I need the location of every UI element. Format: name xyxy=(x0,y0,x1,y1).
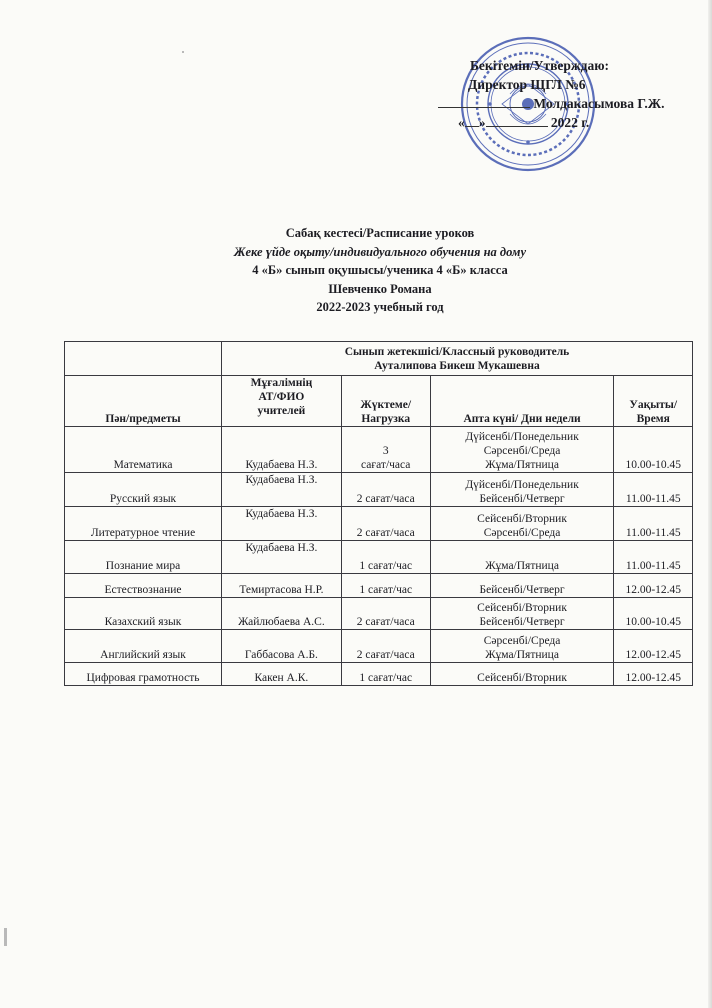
document-title xyxy=(150,224,610,317)
schedule-table xyxy=(64,341,693,686)
cell-subject: Литературное чтение xyxy=(65,507,222,541)
table-row xyxy=(65,507,693,541)
cell-days xyxy=(430,473,614,507)
approval-director-name: Молдакасымова Г.Ж. xyxy=(533,96,665,111)
table-row xyxy=(65,598,693,630)
title-line-4: Шевченко Романа xyxy=(328,281,432,296)
table-row xyxy=(65,574,693,598)
header-time-line: Уақыты/ xyxy=(629,399,678,411)
cell-load: 1 сағат/час xyxy=(341,541,430,574)
class-leader-row xyxy=(65,342,693,376)
cell-teacher: Кудабаева Н.З. xyxy=(222,507,342,541)
table-header-row xyxy=(65,376,693,427)
cell-days: Бейсенбі/Четверг xyxy=(430,574,614,598)
approval-date-line xyxy=(458,113,708,132)
empty-cell xyxy=(65,342,222,376)
cell-time: 11.00-11.45 xyxy=(614,541,693,574)
cell-time: 12.00-12.45 xyxy=(614,663,693,686)
header-teacher-line: Мұғалімнің xyxy=(250,377,313,389)
cell-load: 2 сағат/часа xyxy=(341,598,430,630)
header-load-line: Нагрузка xyxy=(361,413,411,425)
cell-teacher: Кудабаева Н.З. xyxy=(222,473,342,507)
cell-load xyxy=(341,427,430,473)
cell-day-line: Сейсенбі/Вторник xyxy=(477,513,567,525)
table-row xyxy=(65,663,693,686)
cell-subject: Естествознание xyxy=(65,574,222,598)
table-row xyxy=(65,427,693,473)
title-line-5: 2022-2023 учебный год xyxy=(316,300,444,314)
cell-teacher: Какен А.К. xyxy=(222,663,342,686)
cell-load-line: сағат/часа xyxy=(361,459,411,471)
header-time xyxy=(614,376,693,427)
cell-teacher: Жайлюбаева А.С. xyxy=(222,598,342,630)
cell-time: 12.00-12.45 xyxy=(614,630,693,663)
approval-position: Директор ЩГЛ №6 xyxy=(468,77,586,92)
cell-subject: Математика xyxy=(65,427,222,473)
class-leader-name: Ауталипова Бикеш Мукашевна xyxy=(374,359,540,372)
cell-days: Жұма/Пятница xyxy=(430,541,614,574)
cell-subject: Русский язык xyxy=(65,473,222,507)
table-row xyxy=(65,541,693,574)
cell-load: 2 сағат/часа xyxy=(341,630,430,663)
cell-time: 12.00-12.45 xyxy=(614,574,693,598)
cell-load: 1 сағат/час xyxy=(341,574,430,598)
cell-teacher: Кудабаева Н.З. xyxy=(222,427,342,473)
class-leader-label: Сынып жетекшісі/Классный руководитель xyxy=(344,345,570,358)
title-line-1: Сабақ кестесі/Расписание уроков xyxy=(285,226,475,240)
cell-subject: Казахский язык xyxy=(65,598,222,630)
cell-time: 10.00-10.45 xyxy=(614,427,693,473)
table-row xyxy=(65,473,693,507)
cell-load-line: 3 xyxy=(382,445,389,457)
cell-load: 2 сағат/часа xyxy=(341,507,430,541)
cell-time: 11.00-11.45 xyxy=(614,507,693,541)
header-days: Апта күні/ Дни недели xyxy=(430,376,614,427)
cell-day-line: Бейсенбі/Четверг xyxy=(479,493,565,505)
scan-mark xyxy=(182,51,184,53)
cell-day-line: Жұма/Пятница xyxy=(485,459,559,471)
header-teacher xyxy=(222,376,342,427)
cell-day-line: Жұма/Пятница xyxy=(485,649,559,661)
cell-days xyxy=(430,427,614,473)
cell-teacher: Габбасова А.Б. xyxy=(222,630,342,663)
cell-day-line: Сәрсенбі/Среда xyxy=(483,527,561,539)
cell-time: 10.00-10.45 xyxy=(614,598,693,630)
cell-load: 1 сағат/час xyxy=(341,663,430,686)
header-teacher-line: учителей xyxy=(257,405,306,417)
cell-day-line: Сәрсенбі/Среда xyxy=(483,445,561,457)
header-subject: Пән/предметы xyxy=(65,376,222,427)
cell-days xyxy=(430,630,614,663)
cell-load: 2 сағат/часа xyxy=(341,473,430,507)
header-load xyxy=(341,376,430,427)
scan-mark xyxy=(4,928,7,946)
approval-year: 2022 г. xyxy=(550,115,590,130)
cell-day-line: Сейсенбі/Вторник xyxy=(477,602,567,614)
title-line-2: Жеке үйде оқыту/индивидуального обучения на дому xyxy=(234,244,526,259)
cell-time: 11.00-11.45 xyxy=(614,473,693,507)
cell-teacher: Темиртасова Н.Р. xyxy=(222,574,342,598)
cell-subject: Цифровая грамотность xyxy=(65,663,222,686)
class-leader-cell xyxy=(222,342,693,376)
cell-day-line: Бейсенбі/Четверг xyxy=(479,616,565,628)
scan-edge xyxy=(708,0,712,1008)
cell-subject: Английский язык xyxy=(65,630,222,663)
approval-label: Бекітемін/Утверждаю: xyxy=(470,58,610,73)
header-teacher-line: АТ/ФИО xyxy=(258,391,305,403)
cell-day-line: Дүйсенбі/Понедельник xyxy=(465,431,579,443)
date-open-quote: « xyxy=(458,115,465,130)
cell-days: Сейсенбі/Вторник xyxy=(430,663,614,686)
cell-days xyxy=(430,507,614,541)
table-row xyxy=(65,630,693,663)
approval-block xyxy=(458,56,708,132)
cell-days xyxy=(430,598,614,630)
cell-subject: Познание мира xyxy=(65,541,222,574)
title-line-3: 4 «Б» сынып оқушысы/ученика 4 «Б» класса xyxy=(252,263,508,277)
date-close-quote: » xyxy=(478,115,486,130)
header-load-line: Жүктеме/ xyxy=(360,399,412,411)
cell-day-line: Дүйсенбі/Понедельник xyxy=(465,479,579,491)
cell-day-line: Сәрсенбі/Среда xyxy=(483,635,561,647)
cell-teacher: Кудабаева Н.З. xyxy=(222,541,342,574)
signature-blank xyxy=(438,107,530,108)
approval-signature-line xyxy=(438,94,708,113)
header-time-line: Время xyxy=(636,413,670,425)
